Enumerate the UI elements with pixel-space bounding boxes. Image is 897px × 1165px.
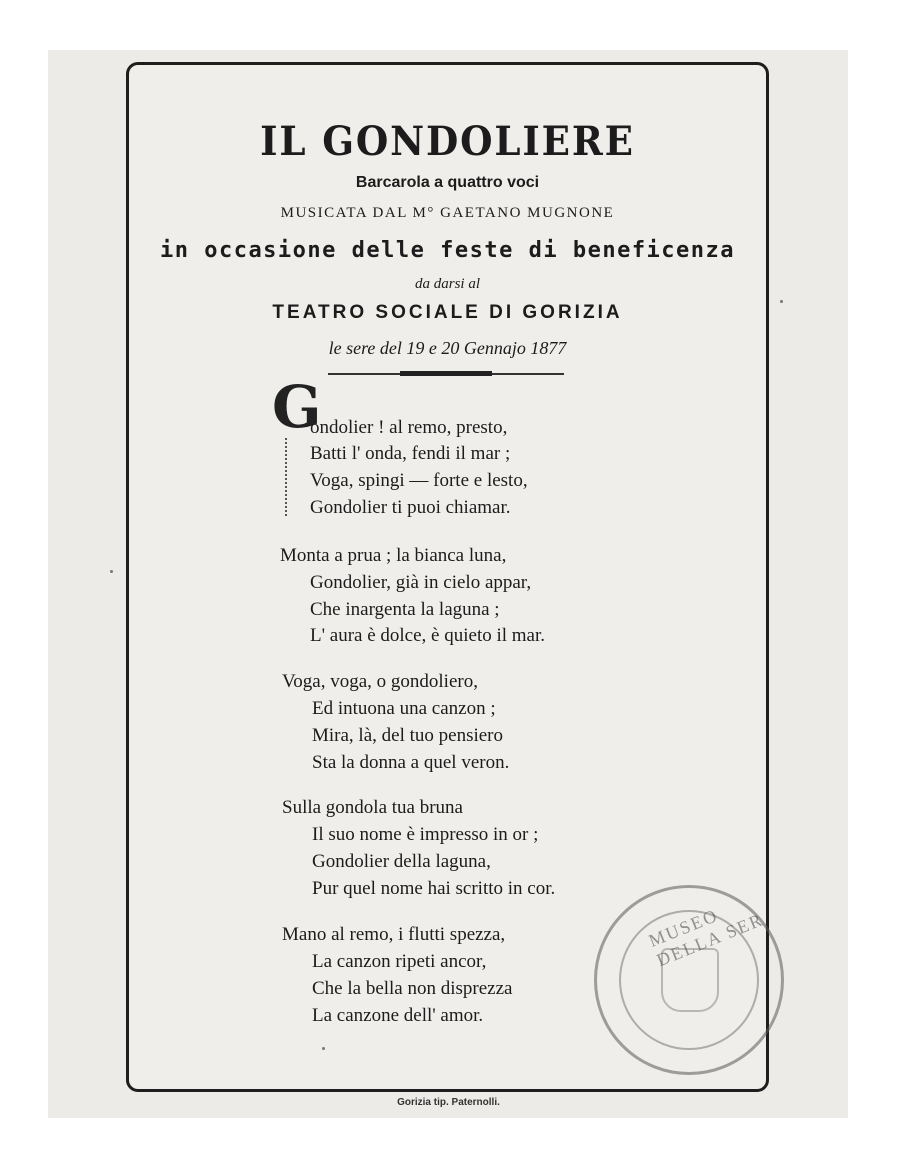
poem-line: Che inargenta la laguna ; [310,599,500,620]
poem-line: Voga, voga, o gondoliero, [282,671,478,692]
poem-line: Gondolier ti puoi chiamar. [310,497,511,518]
divider-rule-center [400,371,492,376]
da-darsi-line: da darsi al [414,276,480,292]
poem-line: Gondolier, già in cielo appar, [310,572,532,593]
composer-line: MUSICATA DAL M° GAETANO MUGNONE [280,205,615,221]
date-line: le sere del 19 e 20 Gennajo 1877 [328,338,567,358]
paper-speck [110,570,113,573]
poem-line: Batti l' onda, fendi il mar ; [310,443,511,464]
stamp-text: MUSEO DELLA SER [645,904,767,971]
poem-line: La canzon ripeti ancor, [312,951,487,972]
poem-line: ondolier ! al remo, presto, [310,417,508,438]
venue-line: TEATRO SOCIALE DI GORIZIA [272,302,623,323]
subtitle: Barcarola a quattro voci [355,174,540,191]
poem-line: Sta la donna a quel veron. [312,752,510,773]
poem-line: Mira, là, del tuo pensiero [312,725,504,746]
poem-line: Mano al remo, i flutti spezza, [282,924,506,945]
paper-speck [322,1047,325,1050]
poem-line: Ed intuona una canzon ; [312,698,496,719]
museum-stamp [594,885,784,1075]
stamp-emblem-icon [661,948,719,1012]
poem-line: L' aura è dolce, è quieto il mar. [310,625,546,646]
printer-credit: Gorizia tip. Paternolli. [397,1097,500,1108]
page-title: IL GONDOLIERE [260,118,635,165]
poem-line: Sulla gondola tua bruna [282,797,463,818]
poem-line: Gondolier della laguna, [312,851,491,872]
ornamental-initial: G [272,373,322,441]
poem-line: Pur quel nome hai scritto in cor. [312,878,556,899]
occasion-line: in occasione delle feste di beneficenza [159,238,736,263]
poem-line: Voga, spingi — forte e lesto, [310,470,528,491]
poem-line: Che la bella non disprezza [312,978,513,999]
poem-line: Monta a prua ; la bianca luna, [280,545,507,566]
ornament-vine [285,438,290,516]
poem-line: La canzone dell' amor. [312,1005,484,1026]
paper-speck [780,300,783,303]
poem-line: Il suo nome è impresso in or ; [312,824,539,845]
